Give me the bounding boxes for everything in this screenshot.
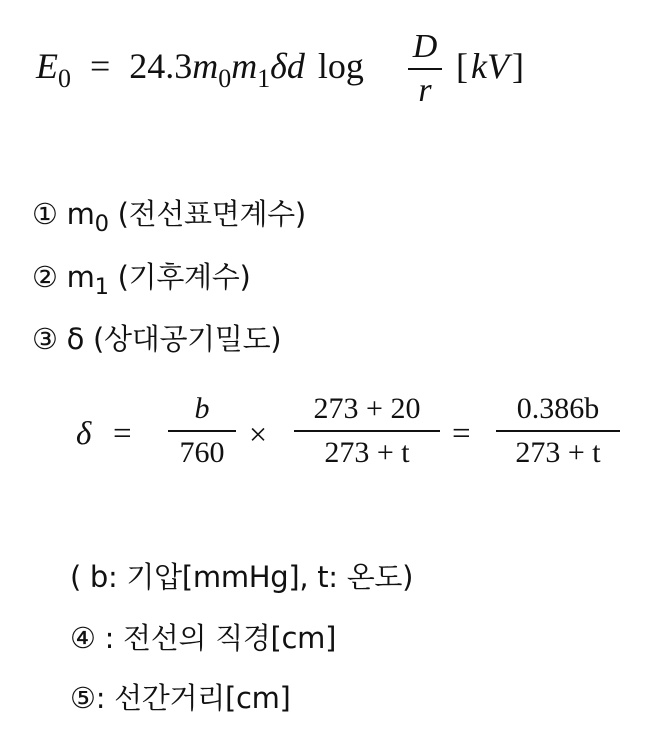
formula-m1-subscript: 1 (257, 64, 271, 94)
item-m0-subscript: 0 (94, 210, 109, 237)
formula-unit (456, 46, 524, 86)
item-m1-marker: ② (32, 260, 58, 294)
item-m1-description: (기후계수) (117, 260, 251, 294)
note-diameter (70, 616, 336, 657)
delta-fraction-3-bar (496, 430, 620, 432)
delta-fraction-2-denominator: 273 + t (324, 436, 410, 469)
formula-log: log (317, 46, 364, 86)
formula-unit-kv: kV (471, 46, 509, 86)
delta-equals-1: = (113, 416, 132, 452)
note-distance-marker: ⑤ (70, 681, 96, 715)
note-distance (70, 676, 291, 717)
note-diameter-text: : 전선의 직경[cm] (95, 621, 337, 655)
delta-fraction-1-bar (168, 430, 236, 432)
item-m1 (32, 255, 251, 300)
delta-equals-2: = (452, 416, 471, 452)
formula-right-bracket: ] (511, 46, 524, 86)
note-pressure-temperature: ( b: 기압[mmHg], t: 온도) (70, 560, 414, 594)
item-delta-symbol: δ (66, 322, 85, 356)
delta-fraction-2 (294, 392, 440, 470)
item-delta-marker: ③ (32, 322, 58, 356)
delta-fraction-3-numerator: 0.386b (516, 392, 600, 425)
formula-fraction-bar (408, 68, 442, 70)
formula-m1: m (231, 46, 258, 86)
delta-fraction-1 (168, 392, 236, 470)
formula-fraction-numerator: D (412, 28, 438, 65)
delta-fraction-2-bar (294, 430, 440, 432)
delta-lhs: δ (76, 416, 92, 452)
formula-E: E (36, 46, 58, 86)
delta-fraction-3 (496, 392, 620, 470)
item-delta-description: (상대공기밀도) (93, 322, 282, 356)
formula-coefficient: 24.3 (129, 46, 193, 86)
formula-E-subscript: 0 (58, 64, 71, 94)
formula-m0: m (192, 46, 219, 86)
delta-fraction-2-numerator: 273 + 20 (313, 392, 421, 425)
formula-delta-d: δd (270, 46, 305, 86)
delta-times: × (249, 416, 268, 452)
delta-fraction-1-denominator: 760 (179, 436, 225, 469)
item-m1-subscript: 1 (94, 273, 109, 300)
item-m0-marker: ① (32, 197, 58, 231)
item-m1-symbol: m (66, 260, 95, 294)
formula-left-bracket: [ (456, 46, 468, 86)
main-formula (36, 46, 364, 94)
item-m0-symbol: m (66, 197, 95, 231)
delta-fraction-1-numerator: b (194, 392, 210, 425)
item-m0 (32, 192, 306, 237)
formula-equals: = (89, 46, 111, 86)
delta-fraction-3-denominator: 273 + t (515, 436, 601, 469)
item-m0-description: (전선표면계수) (117, 197, 306, 231)
formula-fraction (408, 30, 442, 108)
note-diameter-marker: ④ (70, 621, 96, 655)
item-delta (32, 317, 281, 358)
formula-fraction-denominator: r (418, 72, 432, 109)
note-distance-text: : 선간거리[cm] (95, 681, 291, 715)
formula-m0-subscript: 0 (218, 64, 232, 94)
